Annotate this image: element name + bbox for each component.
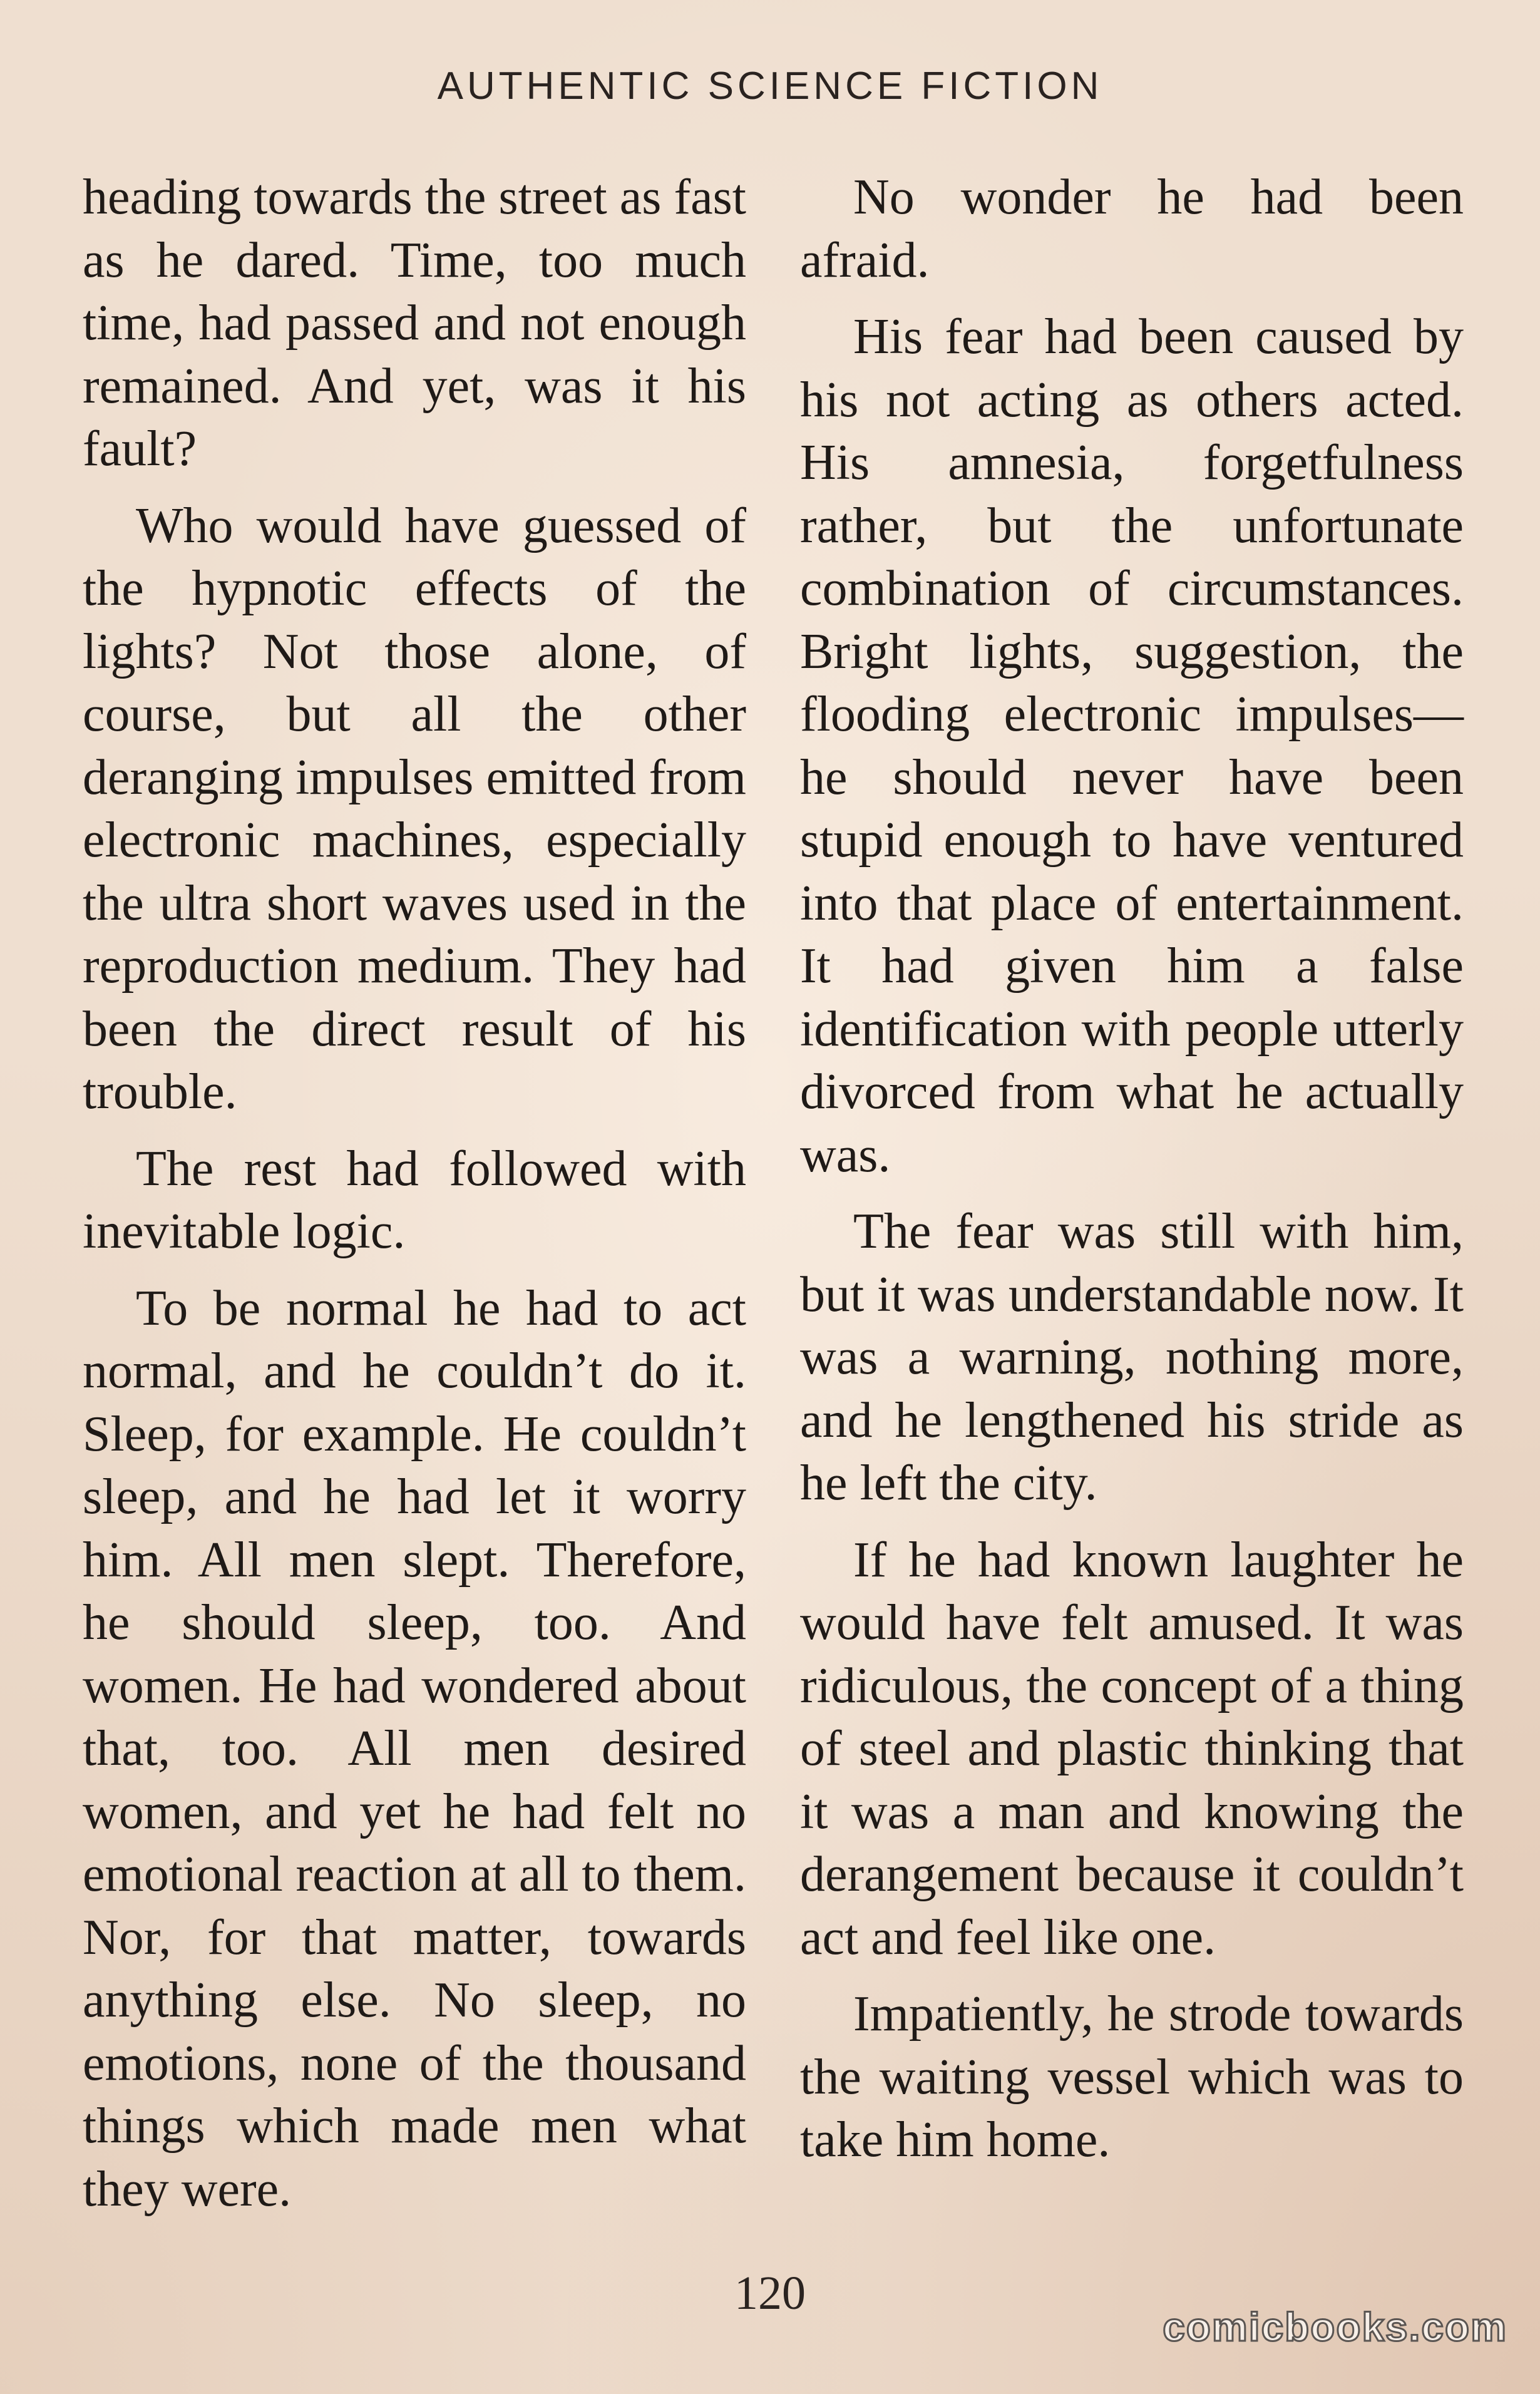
paragraph: Who would have guessed of the hypnotic effects of the lights? Not those alone, of course, but all the other deranging impulses emitted from electronic machines, especially the ultra short waves used in the reproduction medium. They had been the direct result of his trouble. (83, 498, 746, 1119)
running-head: AUTHENTIC SCIENCE FICTION (437, 64, 1103, 108)
paragraph: heading towards the street as fast as he dared. Time, too much time, had passed and not enough remained. And yet, was it his fault? (83, 170, 746, 476)
page-number: 120 (734, 2267, 806, 2320)
paragraph: The fear was still with him, but it was understandable now. It was a warning, nothing more, and he lengthened his stride as he left the city. (800, 1204, 1464, 1511)
paragraph: Impatiently, he strode towards the waiting vessel which was to take him home. (800, 1986, 1464, 2167)
left-column (83, 166, 746, 2234)
paragraph: If he had known laughter he would have felt amused. It was ridiculous, the concept of a thing of steel and plastic thinking that it was a man and knowing the derangement because it couldn’t act and feel like one. (800, 1532, 1464, 1965)
watermark-logo: comicbooks.com (1163, 2304, 1507, 2350)
paragraph: His fear had been caused by his not acting as others acted. His amnesia, forgetfulness rather, but the unfortunate combination of circumstances. Bright lights, suggestion, the flooding electronic impulses—he should never have been stupid enough to have ventured into that place of entertainment. It had given him a false identification with people utterly divorced from what he actually was. (800, 309, 1464, 1183)
paragraph: To be normal he had to act normal, and he couldn’t do it. Sleep, for example. He couldn’t sleep, and he had let it worry him. All men slept. Therefore, he should sleep, too. And women. He had wondered about that, too. All men desired women, and yet he had felt no emotional reaction at all to them. Nor, for that matter, towards anything else. No sleep, no emotions, none of the thousand things which made men what they were. (83, 1280, 746, 2217)
paragraph: The rest had followed with inevitable logic. (83, 1141, 746, 1259)
paragraph: No wonder he had been afraid. (800, 170, 1464, 288)
right-column (800, 166, 1464, 2186)
